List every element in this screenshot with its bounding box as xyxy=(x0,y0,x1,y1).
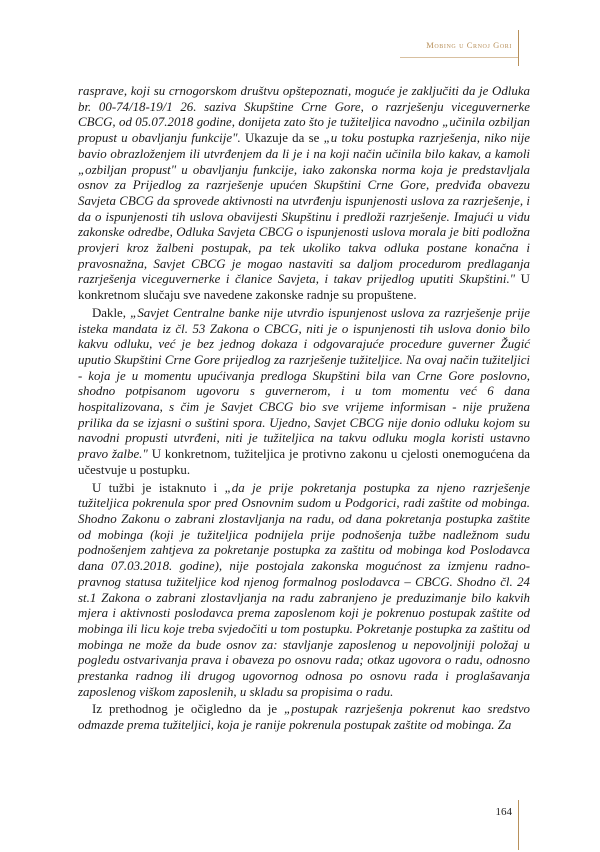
paragraph-4-quote-1: „postupak razrješenja pokrenut kao sredstvo odmazde prema tužiteljici, koja je ranije pokrenula postupak zaštite od mobinga. Za xyxy=(78,702,530,733)
header-horizontal-rule xyxy=(400,57,518,58)
running-head: Mobing u Crnoj Gori xyxy=(426,40,512,50)
body-text xyxy=(78,84,530,734)
paragraph-3-text-1: U tužbi je istaknuto i xyxy=(92,480,225,495)
paragraph-3 xyxy=(78,481,530,701)
page-number: 164 xyxy=(495,806,512,818)
paragraph-1-text-2: U konkretnom slučaju sve navedene zakonske radnje su propuštene. xyxy=(78,272,530,303)
paragraph-4-text-1: Iz prethodnog je očigledno da je xyxy=(92,702,285,717)
paragraph-1-quote-2: „u toku postupka razrješenja, niko nije bavio obrazloženjem ili utvrđenjem da li je i na koji način učinila bilo kakav, a kamoli „ozbiljan propust" u obavljanju funkcije, iako zakonska norma koja je predstavljala osnov za Prijedlog za razrješenje upućen Skupštini Crne Gore, predviđa obavezu Savjeta CBCG da sprovede aktivnosti na utvrđenju ispunjenosti uslova za razrješenje, i da o ispunjenosti tih uslova obavijesti Skupštinu i predloži razrješenje. Imajući u vidu zakonske odredbe, Odluka Savjeta CBCG o ispunjenosti uslova morala je biti podložna provjeri kroz žalbeni postupak, pa tek ukoliko takva odluka postane konačna i pravosnažna, Savjet CBCG je mogao nastaviti sa daljom procedurom predlaganja razrješenja viceguvernerke i članice Savjeta, i takav prijedlog uputiti Skupštini." xyxy=(78,131,530,287)
header-vertical-rule xyxy=(518,30,519,66)
paragraph-2-quote-1: „Savjet Centralne banke nije utvrdio ispunjenost uslova za razrješenje prije isteka mandata iz čl. 53 Zakona o CBCG, niti je o ispunjenosti tih uslova donio bilo kakvu odluku, već je bez jednog dokaza i odgovarajuće procedure guverner Žugić uputio Skupštini Crne Gore prijedlog za razrješenje tužiteljice. Na ovaj način tužiteljici - koja je u momentu upućivanja predloga Skupštini bila van Crne Gore poslovno, shodno potpisanom ugovoru s guvernerom, i u tom momentu već 6 dana hospitalizovana, s čim je Savjet CBCG bio sve vrijeme informisan - nije pružena prilika da se izjasni o suštini spora. Ujedno, Savjet CBCG nije donio odluku kojom su navodni propusti utvrđeni, niti je tužiteljica na takvu odluku mogla koristi ustavno pravo žalbe." xyxy=(78,305,530,462)
paragraph-1 xyxy=(78,84,530,304)
paragraph-1-text-1: Ukazuje da se xyxy=(240,131,324,146)
paragraph-3-quote-1: „da je prije pokretanja postupka za njeno razrješenje tužiteljica pokrenula spor pred Osnovnim sudom u Podgorici, radi zaštite od mobinga. Shodno Zakonu o zabrani zlostavljanja na radu, od dana pokretanja postupka zaštite od mobinga (koji je tužiteljica podnijela prije podnošenja tužbe nadležnom sudu podnošenjem zahtjeva za pokretanje postupka za zaštitu od mobinga kod Poslodavca dana 07.03.2018. godine), nije postojala zakonska mogućnost za izmjenu radno-pravnog statusa tužiteljice kod njenog formalnog poslodavca – CBCG. Shodno čl. 24 st.1 Zakona o zabrani zlostavljanja na radu zabranjeno je preduzimanje bilo kakvih mjera i aktivnosti poslodavca prema zaposlenom koji je pokrenuo postupak zaštite od mobinga ili licu koje treba svjedočiti u tom postupku. Pokretanje postupka za zaštitu od mobinga ne može da bude osnov za: stavljanje zaposlenog u nepovoljniji položaj u pogledu ostvarivanja prava i obaveza po osnovu rada; otkaz ugovora o radu, odnosno prestanka radnog ili drugog ugovornog odnosa po osnovu rada i proglašavanja zaposlenog viškom zaposlenih, u skladu sa propisima o radu. xyxy=(78,480,530,699)
paragraph-1-quote-1: rasprave, koji su crnogorskom društvu opštepoznati, moguće je zaključiti da je Odluka br. 00-74/18-19/1 26. saziva Skupštine Crne Gore, o razrješenju viceguvernerke CBCG, od 05.07.2018 godine, donijeta zato što je tužiteljica navodno „učinila ozbiljan propust u obavljanju funkcije". xyxy=(78,84,530,146)
paragraph-4 xyxy=(78,702,530,733)
paragraph-2 xyxy=(78,306,530,479)
footer-vertical-rule xyxy=(518,800,519,850)
paragraph-2-text-2: U konkretnom, tužiteljica je protivno zakonu u cjelosti onemogućena da učestvuje u postupku. xyxy=(78,447,530,477)
paragraph-2-text-1: Dakle, xyxy=(92,305,131,320)
